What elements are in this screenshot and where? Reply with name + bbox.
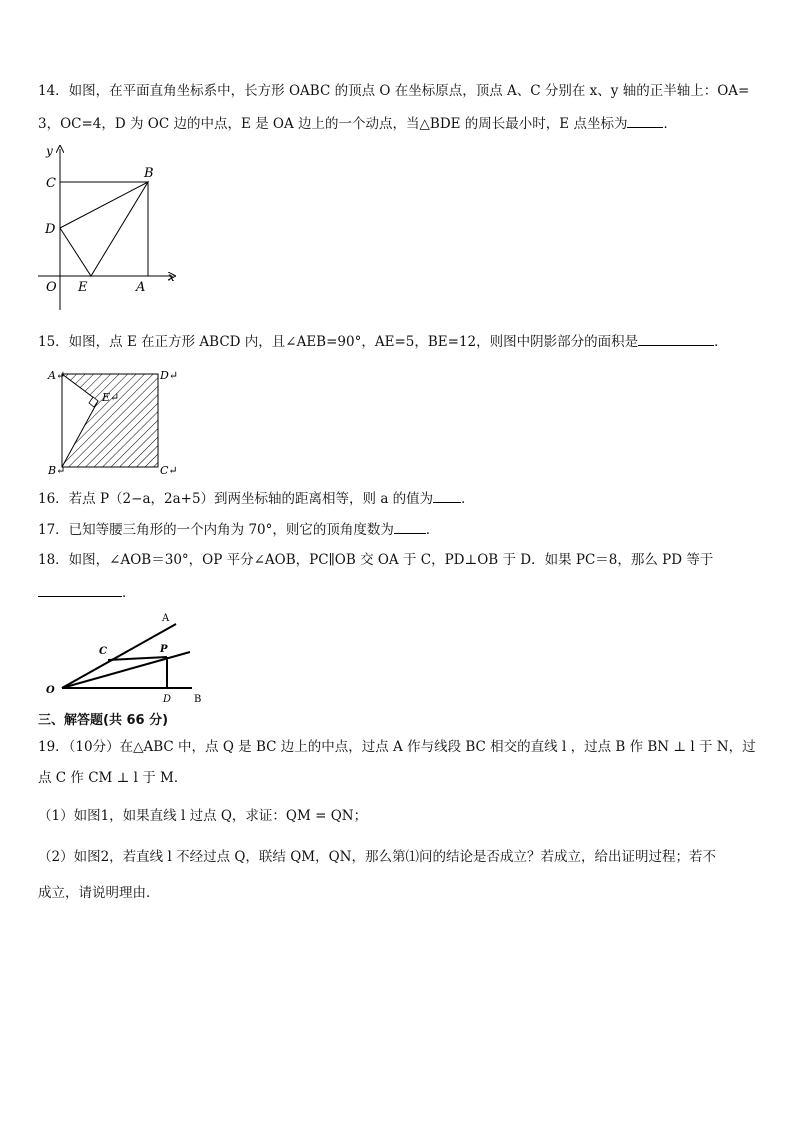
label-x: x (168, 270, 175, 284)
q14-text: 3，OC=4，D 为 OC 边的中点，E 是 OA 边上的一个动点，当△BDE 的周长最小时，E 点坐标为 (38, 116, 628, 132)
label-b: B (194, 694, 202, 705)
label-o: O (46, 685, 55, 696)
q18-answer-line (38, 583, 136, 602)
q15-figure (44, 364, 184, 479)
q14-line-1: 14．如图，在平面直角坐标系中，长方形 OABC 的顶点 O 在坐标原点，顶点 A、C 分别在 x、y 轴的正半轴上：OA= (38, 83, 750, 99)
label-e: E (78, 280, 88, 295)
label-c: C↵ (160, 464, 178, 477)
q19-part-1: （1）如图1，如果直线 l 过点 Q，求证：QM = QN； (38, 808, 368, 824)
ray-oa (62, 624, 176, 688)
q19-line-1: 19．（10分）在△ABC 中，点 Q 是 BC 边上的中点，过点 A 作与线段 BC 相交的直线 l ，过点 B 作 BN ⊥ l 于 N，过 (38, 739, 756, 755)
label-a: A (136, 280, 146, 295)
q16-end: ． (461, 491, 475, 507)
q19-line-2: 点 C 作 CM ⊥ l 于 M． (38, 770, 188, 786)
label-p: P (160, 644, 168, 655)
q19-part-2-line-2: 成立，请说明理由． (38, 885, 160, 901)
q15-line (38, 332, 728, 351)
label-y: y (46, 145, 53, 158)
q15-end: ． (714, 334, 728, 350)
label-o: O (46, 280, 57, 295)
q18-end: ． (122, 585, 136, 601)
label-c: C (99, 646, 107, 657)
q16-answer-blank[interactable] (433, 489, 461, 503)
q16-line (38, 489, 475, 508)
q19-part-2-line-1: （2）如图2，若直线 l 不经过点 Q，联结 QM，QN，那么第⑴问的结论是否成立？若成立，给出证明过程；若不 (38, 849, 716, 865)
ray-op (62, 652, 190, 688)
shaded-region (62, 374, 158, 467)
q17-answer-blank[interactable] (394, 520, 426, 534)
q14-line-2 (38, 114, 677, 133)
q17-end: ． (425, 522, 440, 538)
q18-answer-blank[interactable] (38, 583, 122, 597)
label-a: A (162, 613, 170, 624)
q16-text: 16．若点 P（2−a，2a+5）到两坐标轴的距离相等，则 a 的值为 (38, 491, 434, 507)
q14-figure (30, 145, 190, 315)
label-a: A↵ (48, 369, 66, 382)
section-heading: 三、解答题(共 66 分) (38, 713, 169, 728)
q17-text: 17．已知等腰三角形的一个内角为 70°，则它的顶角度数为 (38, 522, 394, 538)
label-b: B↵ (48, 464, 66, 477)
label-d: D↵ (160, 369, 179, 382)
q18-line: 18．如图，∠AOB＝30°，OP 平分∠AOB，PC∥OB 交 OA 于 C，PD⊥OB 于 D．如果 PC＝8，那么 PD 等于 (38, 552, 714, 568)
q17-line (38, 520, 439, 539)
label-d: D (45, 222, 56, 237)
q15-text: 15．如图，点 E 在正方形 ABCD 内，且∠AEB=90°，AE=5，BE=12，则图中阴影部分的面积是 (38, 334, 639, 350)
q14-end: ． (663, 116, 677, 132)
rectangle-oabc (60, 182, 148, 276)
label-d: D (163, 694, 172, 705)
label-e: E↵ (102, 391, 120, 404)
label-b: B (144, 166, 154, 181)
q18-figure (42, 610, 212, 710)
triangle-bde (60, 182, 148, 276)
q15-answer-blank[interactable] (638, 332, 714, 346)
q14-answer-blank[interactable] (627, 114, 663, 128)
label-c: C (46, 176, 56, 191)
